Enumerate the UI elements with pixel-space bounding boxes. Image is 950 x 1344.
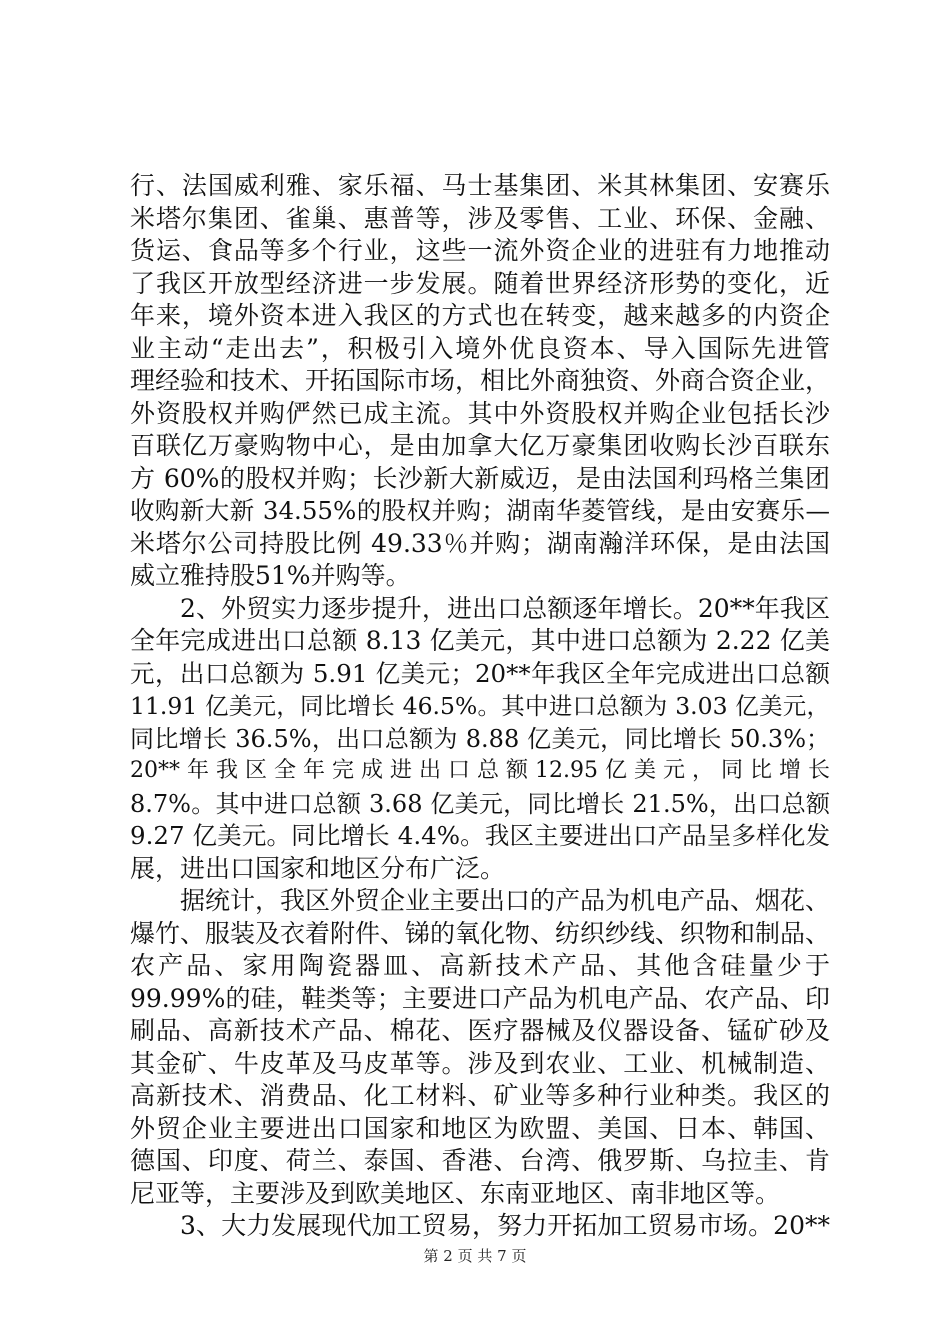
- paragraph-start-line: 2、外贸实力逐步提升，进出口总额逐年增长。20**年我区: [180, 593, 830, 623]
- text-line: 了我区开放型经济进一步发展。随着世界经济形势的变化，近: [130, 268, 830, 298]
- text-line: 11.91 亿美元，同比增长 46.5%。其中进口总额为 3.03 亿美元，: [130, 692, 830, 720]
- text-line: 展，进出口国家和地区分布广泛。: [130, 853, 506, 883]
- paragraph-start-line: 3、大力发展现代加工贸易，努力开拓加工贸易市场。20**: [180, 1211, 830, 1240]
- text-line: 业主动“走出去”，积极引入境外优良资本、导入国际先进管: [130, 333, 830, 363]
- page-footer: 第 2 页 共 7 页: [423, 1247, 527, 1265]
- text-line: 元，出口总额为 5.91 亿美元；20**年我区全年完成进出口总额: [130, 658, 830, 688]
- text-line: 高新技术、消费品、化工材料、矿业等多种行业种类。我区的: [130, 1081, 830, 1110]
- text-line: 爆竹、服装及衣着附件、锑的氧化物、纺织纱线、织物和制品、: [130, 918, 831, 948]
- text-line: 米塔尔公司持股比例 49.33％并购；湖南瀚洋环保，是由法国: [130, 528, 830, 558]
- text-line: 9.27 亿美元。同比增长 4.4%。我区主要进出口产品呈多样化发: [130, 821, 830, 850]
- text-line: 99.99%的硅，鞋类等；主要进口产品为机电产品、农产品、印: [130, 983, 830, 1013]
- text-line: 同比增长 36.5%，出口总额为 8.88 亿美元，同比增长 50.3%；: [130, 724, 830, 753]
- text-line: 行、法国威利雅、家乐福、马士基集团、米其林集团、安赛乐: [130, 171, 830, 200]
- body-text: [130, 170, 830, 1243]
- text-line: 货运、食品等多个行业，这些一流外资企业的进驻有力地推动: [130, 236, 830, 265]
- text-line: 德国、印度、荷兰、泰国、香港、台湾、俄罗斯、乌拉圭、肯: [130, 1146, 830, 1175]
- text-line: 方 60%的股权并购；长沙新大新威迈，是由法国利玛格兰集团: [130, 463, 830, 493]
- text-line: 理经验和技术、开拓国际市场，相比外商独资、外商合资企业，: [130, 366, 831, 395]
- text-line: 外贸企业主要进出口国家和地区为欧盟、美国、日本、韩国、: [130, 1113, 830, 1143]
- text-line: 百联亿万豪购物中心，是由加拿大亿万豪集团收购长沙百联东: [130, 431, 830, 460]
- text-line: 8.7%。其中进口总额 3.68 亿美元，同比增长 21.5%，出口总额: [130, 789, 830, 818]
- text-line: 农产品、家用陶瓷器皿、高新技术产品、其他含硅量少于: [130, 951, 830, 980]
- text-line: 尼亚等，主要涉及到欧美地区、东南亚地区、南非地区等。: [130, 1178, 781, 1208]
- text-line: 刷品、高新技术产品、棉花、医疗器械及仪器设备、锰矿砂及: [130, 1016, 830, 1045]
- text-line: 20** 年 我 区 全 年 完 成 进 出 口 总 额 12.95 亿 美 元 ， 同 比 增 长: [130, 758, 830, 783]
- text-line: 收购新大新 34.55%的股权并购；湖南华菱管线，是由安赛乐—: [130, 496, 830, 525]
- text-line: 年来，境外资本进入我区的方式也在转变，越来越多的内资企: [130, 301, 830, 330]
- text-line: 其金矿、牛皮革及马皮革等。涉及到农业、工业、机械制造、: [130, 1048, 830, 1078]
- text-line: 外资股权并购俨然已成主流。其中外资股权并购企业包括长沙: [130, 398, 830, 428]
- text-line: 全年完成进出口总额 8.13 亿美元，其中进口总额为 2.22 亿美: [130, 626, 830, 655]
- paragraph-start-line: 据统计，我区外贸企业主要出口的产品为机电产品、烟花、: [180, 886, 831, 915]
- text-line: 米塔尔集团、雀巢、惠普等，涉及零售、工业、环保、金融、: [130, 203, 830, 233]
- text-line: 威立雅持股51%并购等。: [130, 561, 411, 590]
